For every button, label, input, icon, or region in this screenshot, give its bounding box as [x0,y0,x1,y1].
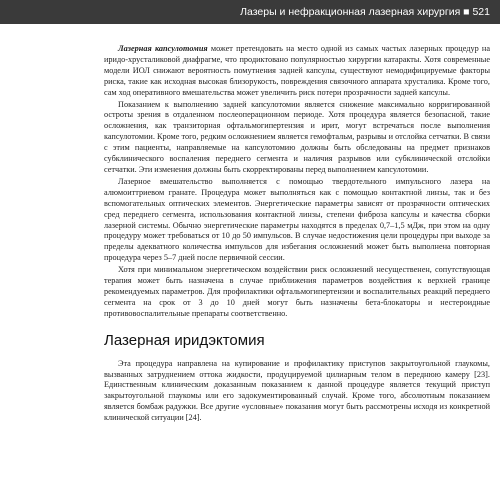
page-number: 521 [472,6,490,18]
paragraph-capsulotomy-therapy: Хотя при минимальном энергетическом воздействии риск осложнений несущественен, сопутствующая терапия может быть назначена в случае приближения параметров воздействия к верхней границе рекомендуемых параметров. Для профилактики офтальмогипертензии и воспалительных реакций переднего сегмента на срок от 3 до 10 дней могут быть назначены бета-блокаторы и нестероидные противовоспалительные препараты соответственно. [104,265,490,318]
running-header [0,0,500,24]
lead-term: Лазерная капсулотомия [118,44,208,53]
running-title: Лазеры и нефракционная лазерная хирургия [240,6,461,18]
paragraph-capsulotomy-intro [104,44,490,99]
section-heading: Лазерная иридэктомия [104,331,265,349]
paragraph-iridectomy-intro: Эта процедура направлена на купирование и профилактику приступов закрытоугольной глаукомы, вызванных затруднением оттока жидкости, продуцируемой цилиарным телом в переднюю камеру [23]. Единственным клиническим доказанным показанием к данной процедуре является текущий приступ закрытоугольной глаукомы или его задокументированный случай. Кроме того, абсолютным показанием является бомбаж радужки. Все другие «условные» показания могут быть рассмотрены исходя из конкретной клинической ситуации [24]. [104,358,490,423]
header-separator-mark: ■ [463,6,470,18]
paragraph-text: может претендовать на место одной из самых частых лазерных процедур на иридо-хрусталиковой диафрагме, что продиктовано популярностью хирургии катаракты. Хотя современные модели ИОЛ снижают вероятность помутнения задней капсулы, существуют немодифицируемые факторы риска, такие как исходная высокая близорукость, повреждения связочного аппарата хрусталика. Кроме того, сам ход оперативного вмешательства может увеличить риск потери прозрачности задней капсулы. [104,44,490,97]
paragraph-capsulotomy-procedure: Лазерное вмешательство выполняется с помощью твердотельного импульсного лазера на алюмоиттриевом гранате. Процедура может выполняться как с помощью контактной линзы, так и без вспомогательных оптических элементов. Энергетические параметры зависят от прозрачности оптических сред переднего сегмента, использования контактной линзы, степени фиброза капсулы и качества сборки лазерной системы. Обычно энергетические параметры находятся в пределах 0,7–1,5 мДж, при этом на одну процедуру может требоваться от 10 до 50 импульсов. В случае недостижения цели процедуры при выходе за пределы адекватного количества импульсов для избегания осложнений может быть выполнена повторная процедура через 5–7 дней после первичной сессии. [104,176,490,263]
paragraph-capsulotomy-indications: Показанием к выполнению задней капсулотомии является снижение максимально корригированной остроты зрения в отдаленном послеоперационном периоде. Хотя процедура является безопасной, такие осложнения, как транзиторная офтальмогипертензия и ирит, могут встречаться после выполнения капсулотомии. Кроме того, редким осложнением является гемофтальм, разрывы и отслойка сетчатки. В связи с этим пациенты, направляемые на капсулотомию должны быть обследованы на предмет признаков субклинического воспаления переднего сегмента и наличия разрывов или субклинической отслойки сетчатки. Эти изменения должны быть скорректированы перед выполнением капсулотомии. [104,99,490,174]
running-header-text [240,0,490,24]
page-body [104,44,490,424]
